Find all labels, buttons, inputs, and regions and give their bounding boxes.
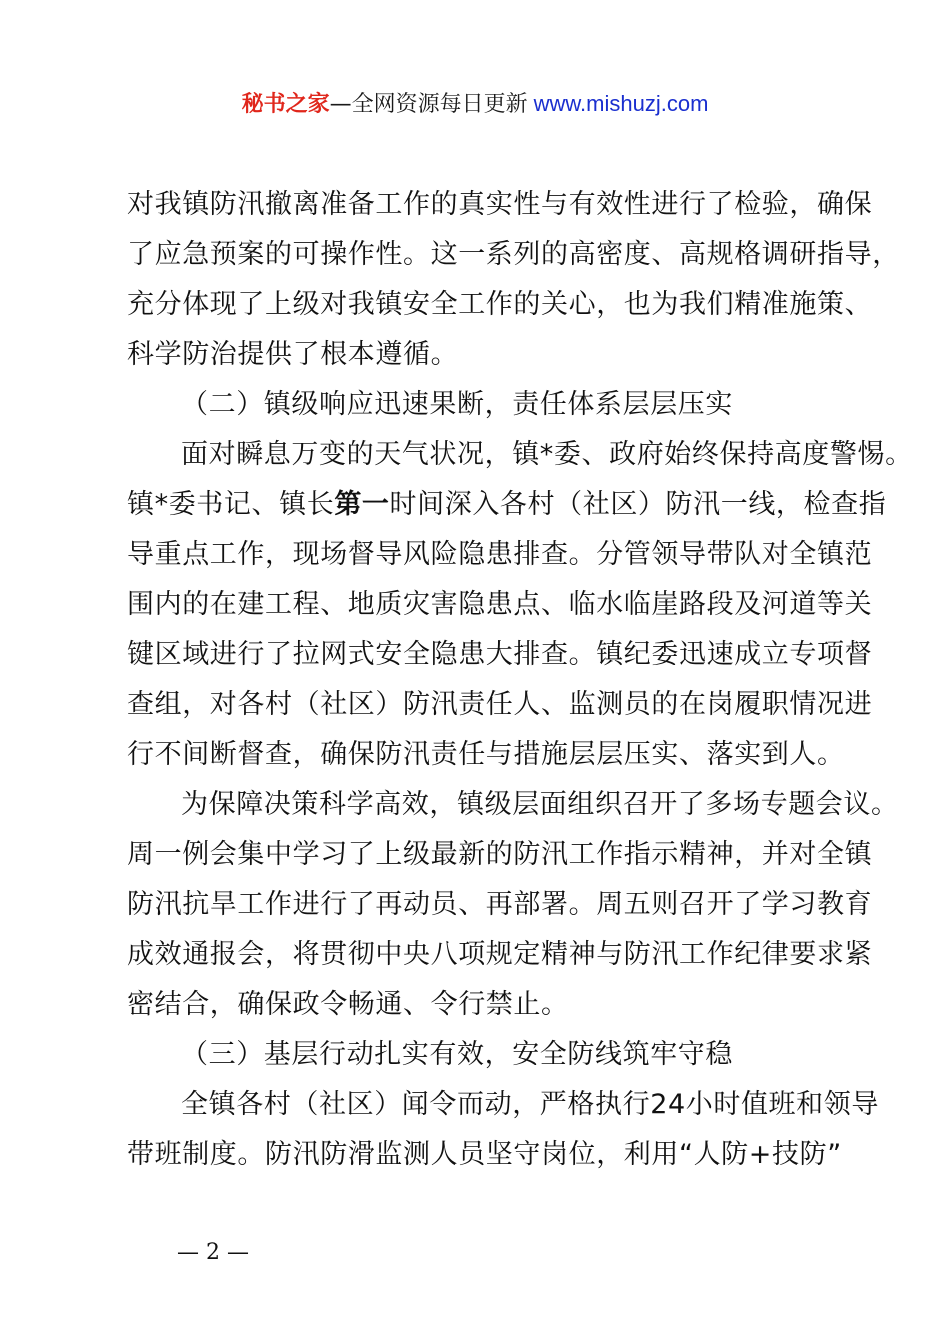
page-header: [0, 88, 950, 121]
paragraph-start: 全镇各村（社区）闻令而动，严格执行24小时值班和领导: [181, 1089, 879, 1120]
section-heading-3: （三）基层行动扎实有效，安全防线筑牢守稳: [181, 1039, 733, 1070]
text-line: 了应急预案的可操作性。这一系列的高密度、高规格调研指导，: [127, 239, 900, 270]
section-heading-2: （二）镇级响应迅速果断，责任体系层层压实: [181, 389, 733, 420]
brand-name: 秘书之家: [241, 92, 330, 117]
text-line: 导重点工作，现场督导风险隐患排查。分管领导带队对全镇范: [127, 539, 873, 570]
paragraph-start: 为保障决策科学高效，镇级层面组织召开了多场专题会议。: [181, 789, 899, 820]
text-line: 围内的在建工程、地质灾害隐患点、临水临崖路段及河道等关: [127, 589, 873, 620]
page-number: — 2 —: [177, 1240, 249, 1265]
text-line: 键区域进行了拉网式安全隐患大排查。镇纪委迅速成立专项督: [127, 639, 873, 670]
paragraph-start: 面对瞬息万变的天气状况，镇*委、政府始终保持高度警惕。: [181, 439, 913, 470]
text-line: 防汛抗旱工作进行了再动员、再部署。周五则召开了学习教育: [127, 889, 873, 920]
text-line: 带班制度。防汛防滑监测人员坚守岗位，利用“人防+技防”: [127, 1139, 842, 1170]
document-body: [127, 180, 913, 1180]
text-segment: 时间深入各村（社区）防汛一线，检查指: [389, 489, 887, 520]
text-line: [127, 480, 887, 530]
text-line: 查组，对各村（社区）防汛责任人、监测员的在岗履职情况进: [127, 689, 873, 720]
text-line: 充分体现了上级对我镇安全工作的关心，也为我们精准施策、: [127, 289, 873, 320]
site-url-link[interactable]: www.mishuzj.com: [533, 91, 709, 116]
text-line: 周一例会集中学习了上级最新的防汛工作指示精神，并对全镇: [127, 839, 873, 870]
text-line: 成效通报会，将贯彻中央八项规定精神与防汛工作纪律要求紧: [127, 939, 873, 970]
text-segment: 镇*委书记、镇长: [127, 489, 335, 520]
text-line: 对我镇防汛撤离准备工作的真实性与有效性进行了检验，确保: [127, 189, 873, 220]
text-line: 密结合，确保政令畅通、令行禁止。: [127, 989, 569, 1020]
bold-text-segment: 第一: [334, 489, 390, 520]
text-line: 科学防治提供了根本遵循。: [127, 339, 459, 370]
text-line: 行不间断督查，确保防汛责任与措施层层压实、落实到人。: [127, 739, 845, 770]
header-tagline: —全网资源每日更新: [329, 92, 528, 117]
